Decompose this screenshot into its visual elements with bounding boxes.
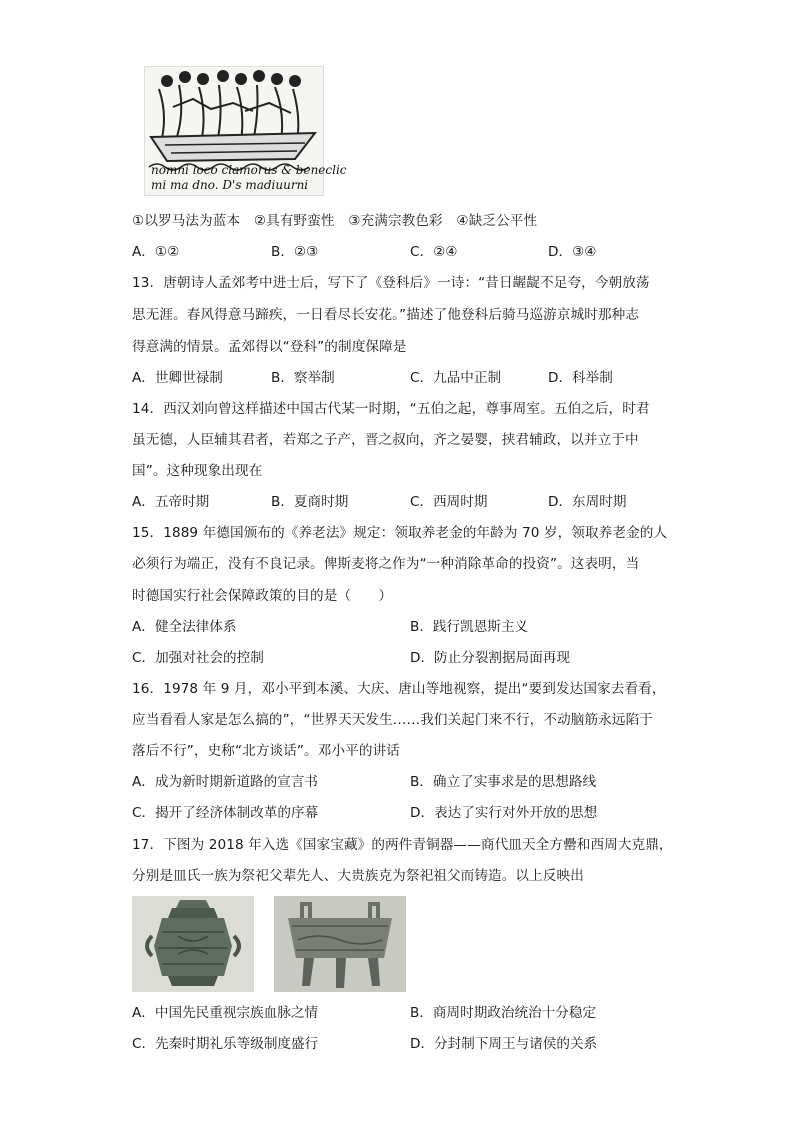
q13-stem-line2: 思无涯。春风得意马蹄疾，一日看尽长安花。”描述了他登科后骑马巡游京城时那种志 [132, 307, 640, 323]
q15-option-b[interactable]: B．践行凯恩斯主义 [410, 619, 529, 635]
q16-stem-line1: 16．1978 年 9 月，邓小平到本溪、大庆、唐山等地视察，提出“要到发达国家去看看， [132, 681, 666, 697]
q14-stem-line2: 虽无德，人臣辅其君者，若郑之子产，晋之叔向，齐之晏婴，挟君辅政，以并立于中 [132, 432, 639, 448]
q14-option-b[interactable]: B．夏商时期 [271, 494, 349, 510]
q14-stem-line1: 14．西汉刘向曾这样描述中国古代某一时期，“五伯之起，尊事周室。五伯之后，时君 [132, 401, 650, 417]
q15-option-a[interactable]: A．健全法律体系 [132, 619, 237, 635]
q15-stem-line3: 时德国实行社会保障政策的目的是（ ） [132, 588, 393, 604]
q13-option-d[interactable]: D．科举制 [548, 370, 613, 386]
bronze-lei-drawing [132, 896, 254, 992]
q12-option-b[interactable]: B．②③ [271, 244, 319, 260]
q16-stem-line2: 应当看看人家是怎么搞的”，“世界天天发生……我们关起门来不行，不动脑筋永远陷于 [132, 712, 653, 728]
q14-option-d[interactable]: D．东周时期 [548, 494, 627, 510]
q16-stem-line3: 落后不行”，史称“北方谈话”。邓小平的讲话 [132, 743, 400, 759]
q15-stem-line1: 15．1889 年德国颁布的《养老法》规定：领取养老金的年龄为 70 岁，领取养老金的人 [132, 525, 668, 541]
q14-stem-line3: 国”。这种现象出现在 [132, 463, 263, 479]
q13-stem-line3: 得意满的情景。孟郊得以“登科”的制度保障是 [132, 339, 407, 355]
bronze-lei-vessel-photo [132, 896, 254, 992]
q16-option-d[interactable]: D．表达了实行对外开放的思想 [410, 805, 598, 821]
woodcut-caption-line1: nomni loco clamorus & beneclic [151, 163, 347, 177]
q12-option-d[interactable]: D．③④ [548, 244, 597, 260]
woodcut-caption-line2: mi ma dno. D's madiuurni [151, 178, 309, 192]
q15-stem-line2: 必须行为端正，没有不良记录。俾斯麦将之作为“一种消除革命的投资”。这表明，当 [132, 556, 640, 572]
q16-option-c[interactable]: C．揭开了经济体制改革的序幕 [132, 805, 319, 821]
q14-option-a[interactable]: A．五帝时期 [132, 494, 210, 510]
q12-option-c[interactable]: C．②④ [410, 244, 458, 260]
woodcut-ship-illustration [144, 66, 347, 196]
bronze-ding-tripod-photo [274, 896, 406, 992]
q17-option-b[interactable]: B．商周时期政治统治十分稳定 [410, 1005, 597, 1021]
q17-stem-line2: 分别是皿氏一族为祭祀父辈先人、大贵族克为祭祀祖父而铸造。以上反映出 [132, 868, 584, 884]
q17-stem-line1: 17．下图为 2018 年入选《国家宝藏》的两件青铜器——商代皿天全方罍和西周大克鼎， [132, 837, 673, 853]
q17-option-a[interactable]: A．中国先民重视宗族血脉之情 [132, 1005, 319, 1021]
q17-option-d[interactable]: D．分封制下周王与诸侯的关系 [410, 1036, 598, 1052]
q13-stem-line1: 13．唐朝诗人孟郊考中进士后，写下了《登科后》一诗：“昔日龌龊不足夸，今朝放荡 [132, 275, 650, 291]
q15-option-d[interactable]: D．防止分裂割据局面再现 [410, 650, 570, 666]
q12-statements: ①以罗马法为蓝本 ②具有野蛮性 ③充满宗教色彩 ④缺乏公平性 [132, 213, 538, 229]
q12-option-a[interactable]: A．①② [132, 244, 180, 260]
q17-option-c[interactable]: C．先秦时期礼乐等级制度盛行 [132, 1036, 319, 1052]
q14-option-c[interactable]: C．西周时期 [410, 494, 488, 510]
q16-option-b[interactable]: B．确立了实事求是的思想路线 [410, 774, 597, 790]
q16-option-a[interactable]: A．成为新时期新道路的宣言书 [132, 774, 319, 790]
bronze-ding-drawing [274, 896, 406, 992]
q15-option-c[interactable]: C．加强对社会的控制 [132, 650, 264, 666]
q13-option-c[interactable]: C．九品中正制 [410, 370, 502, 386]
q13-option-a[interactable]: A．世卿世禄制 [132, 370, 223, 386]
q13-option-b[interactable]: B．察举制 [271, 370, 335, 386]
